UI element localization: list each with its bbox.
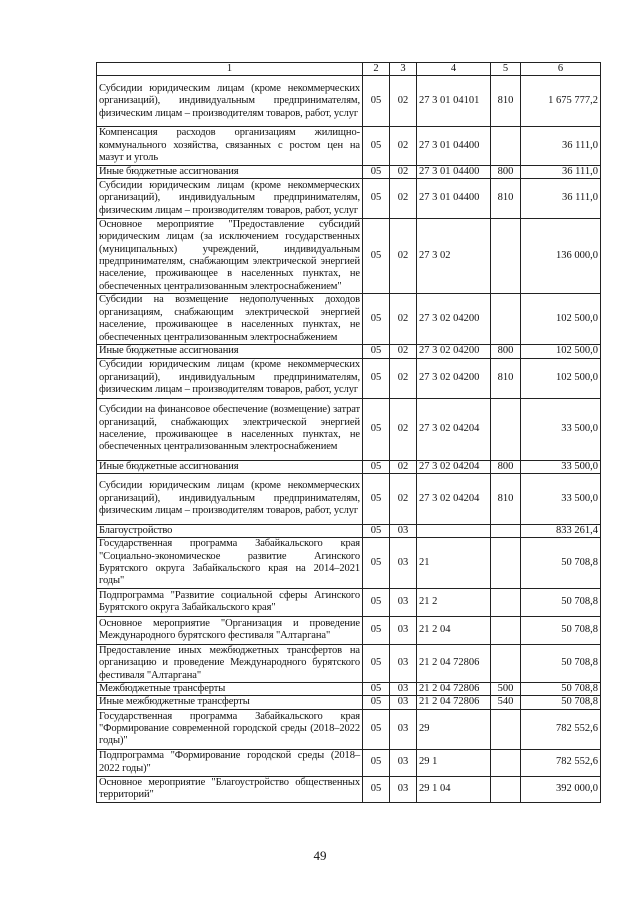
row-target-article	[417, 524, 491, 537]
table-row	[97, 616, 601, 644]
table-row	[97, 538, 601, 589]
row-subsection: 02	[390, 294, 417, 345]
row-section: 05	[363, 165, 390, 178]
row-amount: 33 500,0	[521, 473, 601, 524]
row-amount: 33 500,0	[521, 398, 601, 460]
row-section: 05	[363, 345, 390, 358]
row-subsection: 02	[390, 473, 417, 524]
row-expense-type	[491, 538, 521, 589]
row-target-article: 27 3 02 04204	[417, 460, 491, 473]
row-expense-type: 810	[491, 178, 521, 218]
row-section: 05	[363, 616, 390, 644]
row-name: Субсидии юридическим лицам (кроме некоммерческих организаций), индивидуальным предпринимателям, физическим лицам – производителям товаров, работ, услуг	[97, 76, 363, 127]
row-target-article: 27 3 02	[417, 218, 491, 293]
row-amount: 833 261,4	[521, 524, 601, 537]
row-section: 05	[363, 218, 390, 293]
row-amount: 50 708,8	[521, 644, 601, 682]
row-name: Основное мероприятие "Благоустройство общественных территорий"	[97, 776, 363, 802]
row-name: Основное мероприятие "Организация и проведение Международного бурятского фестиваля "Алтаргана"	[97, 616, 363, 644]
row-target-article: 27 3 02 04200	[417, 294, 491, 345]
row-amount: 782 552,6	[521, 749, 601, 776]
row-name: Подпрограмма "Развитие социальной сферы Агинского Бурятского округа Забайкальского края"	[97, 588, 363, 616]
row-amount: 36 111,0	[521, 127, 601, 165]
row-amount: 36 111,0	[521, 178, 601, 218]
row-section: 05	[363, 178, 390, 218]
row-subsection: 03	[390, 538, 417, 589]
row-target-article: 27 3 02 04200	[417, 345, 491, 358]
row-target-article: 27 3 01 04101	[417, 76, 491, 127]
table-row	[97, 345, 601, 358]
row-subsection: 03	[390, 682, 417, 695]
row-expense-type: 800	[491, 165, 521, 178]
row-subsection: 03	[390, 524, 417, 537]
row-section: 05	[363, 588, 390, 616]
row-name: Иные межбюджетные трансферты	[97, 696, 363, 709]
row-expense-type	[491, 709, 521, 749]
table-row	[97, 76, 601, 127]
row-name: Государственная программа Забайкальского края "Формирование современной городской среды (2018–2022 годы)"	[97, 709, 363, 749]
row-subsection: 03	[390, 709, 417, 749]
row-amount: 782 552,6	[521, 709, 601, 749]
row-amount: 50 708,8	[521, 616, 601, 644]
row-target-article: 21	[417, 538, 491, 589]
row-expense-type: 810	[491, 76, 521, 127]
table-row	[97, 473, 601, 524]
header-row	[97, 63, 601, 76]
row-target-article: 29 1	[417, 749, 491, 776]
row-expense-type	[491, 398, 521, 460]
row-section: 05	[363, 696, 390, 709]
header-col-6: 6	[521, 63, 601, 76]
row-subsection: 02	[390, 127, 417, 165]
row-name: Предоставление иных межбюджетных трансфертов на организацию и проведение Международного бурятского фестиваля "Алтаргана"	[97, 644, 363, 682]
row-subsection: 02	[390, 178, 417, 218]
row-amount: 50 708,8	[521, 682, 601, 695]
row-expense-type	[491, 218, 521, 293]
header-col-4: 4	[417, 63, 491, 76]
table-row	[97, 588, 601, 616]
row-amount: 392 000,0	[521, 776, 601, 802]
row-amount: 33 500,0	[521, 460, 601, 473]
row-expense-type: 800	[491, 345, 521, 358]
row-subsection: 02	[390, 165, 417, 178]
budget-table	[96, 62, 601, 803]
row-subsection: 02	[390, 345, 417, 358]
row-section: 05	[363, 538, 390, 589]
row-amount: 50 708,8	[521, 588, 601, 616]
row-name: Субсидии на финансовое обеспечение (возмещение) затрат организаций, снабжающих электрической энергией население, проживающее в населенных пунктах, не обеспеченных централизованным электроснабжением	[97, 398, 363, 460]
table-row	[97, 358, 601, 398]
row-expense-type: 810	[491, 473, 521, 524]
table-row	[97, 178, 601, 218]
row-name: Благоустройство	[97, 524, 363, 537]
row-expense-type	[491, 776, 521, 802]
table-row	[97, 460, 601, 473]
row-name: Иные бюджетные ассигнования	[97, 460, 363, 473]
row-expense-type: 500	[491, 682, 521, 695]
table-row	[97, 644, 601, 682]
row-subsection: 02	[390, 218, 417, 293]
row-target-article: 29 1 04	[417, 776, 491, 802]
row-section: 05	[363, 398, 390, 460]
table-row	[97, 218, 601, 293]
table-row	[97, 776, 601, 802]
row-target-article: 21 2 04	[417, 616, 491, 644]
row-amount: 50 708,8	[521, 538, 601, 589]
row-expense-type	[491, 749, 521, 776]
row-name: Основное мероприятие "Предоставление субсидий юридическим лицам (за исключением государственных (муниципальных) учреждений, индивидуальным предпринимателям, снабжающим электрической энергией население, проживающее в населенных пунктах, не обеспеченных централизованным электроснабжением"	[97, 218, 363, 293]
table-row	[97, 682, 601, 695]
row-amount: 50 708,8	[521, 696, 601, 709]
row-expense-type: 810	[491, 358, 521, 398]
row-section: 05	[363, 749, 390, 776]
row-name: Подпрограмма "Формирование городской среды (2018–2022 годы)"	[97, 749, 363, 776]
row-target-article: 27 3 02 04204	[417, 398, 491, 460]
row-amount: 1 675 777,2	[521, 76, 601, 127]
table-row	[97, 524, 601, 537]
row-section: 05	[363, 127, 390, 165]
row-name: Субсидии юридическим лицам (кроме некоммерческих организаций), индивидуальным предпринимателям, физическим лицам – производителям товаров, работ, услуг	[97, 178, 363, 218]
row-section: 05	[363, 294, 390, 345]
page-number: 49	[313, 848, 327, 863]
row-target-article: 27 3 02 04200	[417, 358, 491, 398]
row-section: 05	[363, 358, 390, 398]
row-target-article: 21 2 04 72806	[417, 644, 491, 682]
row-amount: 136 000,0	[521, 218, 601, 293]
row-expense-type: 800	[491, 460, 521, 473]
row-subsection: 02	[390, 398, 417, 460]
row-subsection: 03	[390, 644, 417, 682]
row-subsection: 03	[390, 588, 417, 616]
table-row	[97, 294, 601, 345]
row-name: Государственная программа Забайкальского края "Социально-экономическое развитие Агинского Бурятского округа Забайкальского края на 2014–2021 годы"	[97, 538, 363, 589]
row-target-article: 21 2 04 72806	[417, 696, 491, 709]
table-row	[97, 709, 601, 749]
table-row	[97, 165, 601, 178]
row-expense-type	[491, 644, 521, 682]
row-section: 05	[363, 682, 390, 695]
row-subsection: 03	[390, 616, 417, 644]
row-expense-type	[491, 524, 521, 537]
row-amount: 36 111,0	[521, 165, 601, 178]
row-name: Иные бюджетные ассигнования	[97, 345, 363, 358]
row-amount: 102 500,0	[521, 358, 601, 398]
row-subsection: 02	[390, 76, 417, 127]
row-expense-type	[491, 294, 521, 345]
budget-table-body	[97, 63, 601, 803]
row-name: Субсидии юридическим лицам (кроме некоммерческих организаций), индивидуальным предпринимателям, физическим лицам – производителям товаров, работ, услуг	[97, 473, 363, 524]
header-col-1: 1	[97, 63, 363, 76]
row-section: 05	[363, 460, 390, 473]
row-expense-type	[491, 616, 521, 644]
table-row	[97, 696, 601, 709]
row-expense-type	[491, 127, 521, 165]
row-section: 05	[363, 776, 390, 802]
row-section: 05	[363, 644, 390, 682]
table-row	[97, 749, 601, 776]
row-target-article: 29	[417, 709, 491, 749]
row-target-article: 21 2 04 72806	[417, 682, 491, 695]
row-amount: 102 500,0	[521, 345, 601, 358]
row-section: 05	[363, 76, 390, 127]
row-target-article: 27 3 02 04204	[417, 473, 491, 524]
row-subsection: 02	[390, 460, 417, 473]
row-target-article: 27 3 01 04400	[417, 127, 491, 165]
row-target-article: 27 3 01 04400	[417, 165, 491, 178]
row-amount: 102 500,0	[521, 294, 601, 345]
header-col-3: 3	[390, 63, 417, 76]
row-target-article: 27 3 01 04400	[417, 178, 491, 218]
table-row	[97, 398, 601, 460]
row-subsection: 03	[390, 749, 417, 776]
row-name: Субсидии юридическим лицам (кроме некоммерческих организаций), индивидуальным предпринимателям, физическим лицам – производителям товаров, работ, услуг	[97, 358, 363, 398]
row-expense-type: 540	[491, 696, 521, 709]
header-col-2: 2	[363, 63, 390, 76]
row-name: Иные бюджетные ассигнования	[97, 165, 363, 178]
header-col-5: 5	[491, 63, 521, 76]
row-subsection: 02	[390, 358, 417, 398]
row-section: 05	[363, 524, 390, 537]
row-name: Компенсация расходов организациям жилищно-коммунального хозяйства, связанных с ростом цен на мазут и уголь	[97, 127, 363, 165]
row-section: 05	[363, 709, 390, 749]
row-subsection: 03	[390, 696, 417, 709]
row-name: Межбюджетные трансферты	[97, 682, 363, 695]
row-target-article: 21 2	[417, 588, 491, 616]
row-name: Субсидии на возмещение недополученных доходов организациям, снабжающим электрической энергией население, проживающее в населенных пунктах, не обеспеченных централизованным электроснабжением	[97, 294, 363, 345]
table-row	[97, 127, 601, 165]
row-section: 05	[363, 473, 390, 524]
row-subsection: 03	[390, 776, 417, 802]
row-expense-type	[491, 588, 521, 616]
